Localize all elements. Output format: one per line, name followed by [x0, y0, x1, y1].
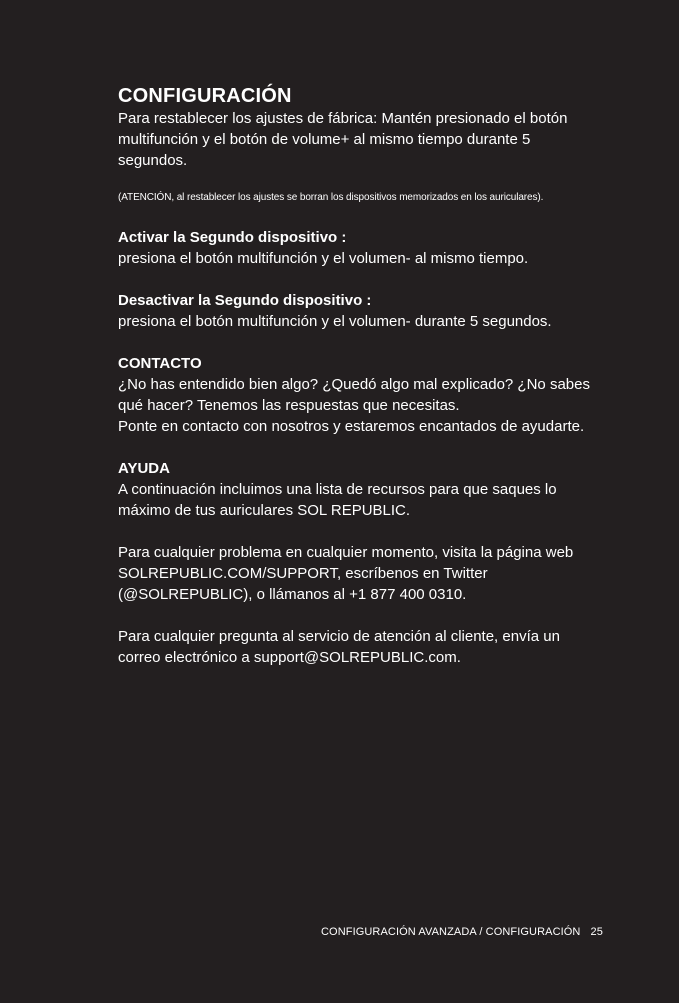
- reset-note: (ATENCIÓN, al restablecer los ajustes se borran los dispositivos memorizados en los auriculares).: [118, 192, 544, 203]
- page-number: 25: [590, 926, 603, 938]
- contact-heading: CONTACTO: [118, 355, 202, 372]
- activate-text: presiona el botón multifunción y el volumen- al mismo tiempo.: [118, 250, 529, 267]
- activate-heading: Activar la Segundo dispositivo :: [118, 229, 347, 246]
- contact-invite: Ponte en contacto con nosotros y estaremos encantados de ayudarte.: [118, 418, 585, 435]
- deactivate-heading: Desactivar la Segundo dispositivo :: [118, 292, 372, 309]
- help-support: Para cualquier problema en cualquier momento, visita la página web SOLREPUBLIC.COM/SUPPORT, escríbenos en Twitter (@SOLREPUBLIC), o llámanos al +1 877 400 0310.: [118, 544, 574, 603]
- help-intro: A continuación incluimos una lista de recursos para que saques lo máximo de tus auriculares SOL REPUBLIC.: [118, 481, 557, 519]
- config-title: CONFIGURACIÓN: [118, 85, 292, 107]
- footer-section: CONFIGURACIÓN AVANZADA / CONFIGURACIÓN: [321, 926, 581, 938]
- page-content: [118, 84, 598, 668]
- help-email: Para cualquier pregunta al servicio de atención al cliente, envía un correo electrónico a support@SOLREPUBLIC.com.: [118, 628, 560, 666]
- page-footer: [321, 925, 603, 939]
- help-heading: AYUDA: [118, 460, 170, 477]
- contact-text: ¿No has entendido bien algo? ¿Quedó algo mal explicado? ¿No sabes qué hacer? Tenemos las respuestas que necesitas.: [118, 376, 590, 414]
- deactivate-text: presiona el botón multifunción y el volumen- durante 5 segundos.: [118, 313, 552, 330]
- reset-instructions: Para restablecer los ajustes de fábrica: Mantén presionado el botón multifunción y el botón de volume+ al mismo tiempo durante 5 segundos.: [118, 110, 568, 169]
